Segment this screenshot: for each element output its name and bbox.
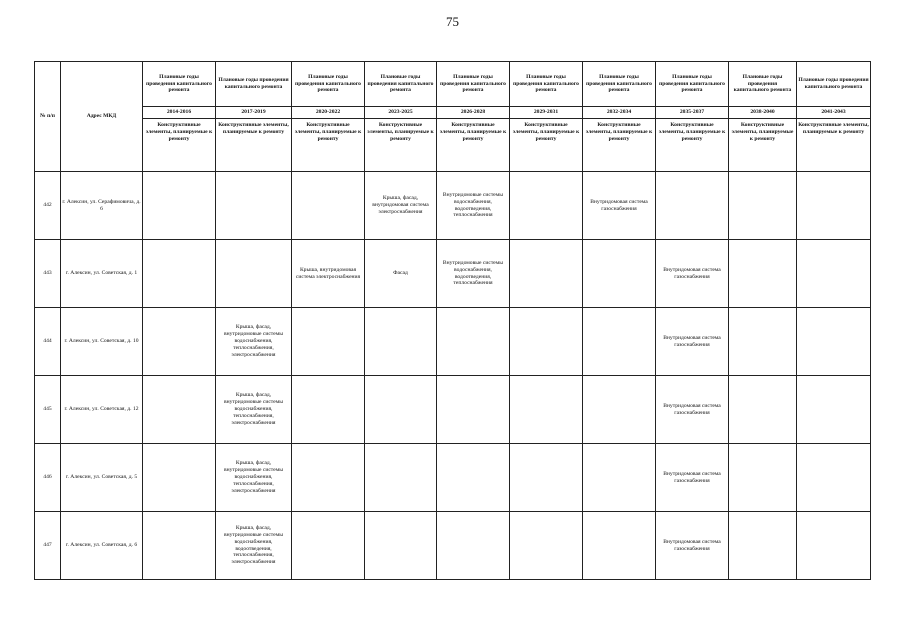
repair-elements-cell	[797, 172, 871, 240]
table-row	[35, 376, 871, 444]
repair-elements-cell	[729, 512, 797, 580]
header-period: Плановые годы проведения капитального ремонта	[510, 62, 583, 107]
repair-elements-cell: Внутридомовые системы водоснабжения, водоотведения, теплоснабжения	[437, 240, 510, 308]
repair-elements-cell: Крыша, фасад, внутридомовые системы водоснабжения, водоотведения, теплоснабжения, электроснабжения	[216, 512, 292, 580]
repair-elements-cell	[437, 376, 510, 444]
repair-elements-cell	[510, 376, 583, 444]
repair-elements-cell	[583, 512, 656, 580]
header-period: Плановые годы проведения капитального ремонта	[729, 62, 797, 107]
repair-elements-cell	[510, 308, 583, 376]
header-elements: Конструктивные элементы, планируемые к ремонту	[365, 119, 437, 172]
repair-elements-cell	[437, 444, 510, 512]
row-number: 446	[35, 444, 61, 512]
header-row-elements	[35, 119, 871, 172]
header-year-range: 2020-2022	[292, 107, 365, 119]
row-number: 442	[35, 172, 61, 240]
repair-elements-cell	[437, 308, 510, 376]
repair-elements-cell	[729, 240, 797, 308]
repair-elements-cell	[583, 240, 656, 308]
row-number: 445	[35, 376, 61, 444]
header-elements: Конструктивные элементы, планируемые к ремонту	[143, 119, 216, 172]
row-number: 443	[35, 240, 61, 308]
row-address: г. Алексин, ул. Советская, д. 6	[61, 512, 143, 580]
repair-elements-cell	[365, 444, 437, 512]
repair-elements-cell	[656, 172, 729, 240]
repair-elements-cell	[729, 444, 797, 512]
header-num: № п/п	[35, 62, 61, 172]
repair-elements-cell: Крыша, фасад, внутридомовая система электроснабжения	[365, 172, 437, 240]
repair-elements-cell	[510, 172, 583, 240]
header-year-range: 2038-2040	[729, 107, 797, 119]
header-year-range: 2035-2037	[656, 107, 729, 119]
repair-elements-cell	[292, 172, 365, 240]
repair-elements-cell	[292, 512, 365, 580]
repair-elements-cell	[292, 376, 365, 444]
page-number: 75	[446, 14, 459, 29]
repair-elements-cell	[216, 172, 292, 240]
header-elements: Конструктивные элементы, планируемые к ремонту	[292, 119, 365, 172]
repair-elements-cell: Внутридомовая система газоснабжения	[656, 444, 729, 512]
repair-elements-cell	[797, 240, 871, 308]
header-period: Плановые годы проведения капитального ремонта	[292, 62, 365, 107]
repair-elements-cell	[583, 444, 656, 512]
row-address: г. Алексин, ул. Советская, д. 12	[61, 376, 143, 444]
header-address: Адрес МКД	[61, 62, 143, 172]
repair-elements-cell	[510, 444, 583, 512]
repair-elements-cell	[729, 172, 797, 240]
repair-elements-cell: Внутридомовая система газоснабжения	[583, 172, 656, 240]
header-elements: Конструктивные элементы, планируемые к ремонту	[510, 119, 583, 172]
repair-elements-cell	[365, 376, 437, 444]
header-elements: Конструктивные элементы, планируемые к ремонту	[656, 119, 729, 172]
header-elements: Конструктивные элементы, планируемые к ремонту	[216, 119, 292, 172]
repair-elements-cell	[797, 376, 871, 444]
header-elements: Конструктивные элементы, планируемые к ремонту	[797, 119, 871, 172]
repair-elements-cell	[583, 308, 656, 376]
header-period: Плановые годы проведения капитального ремонта	[797, 62, 871, 107]
repair-elements-cell	[292, 444, 365, 512]
repair-elements-cell: Внутридомовая система газоснабжения	[656, 512, 729, 580]
header-period: Плановые годы проведения капитального ремонта	[437, 62, 510, 107]
repair-elements-cell: Крыша, фасад, внутридомовые системы водоснабжения, теплоснабжения, электроснабжения	[216, 308, 292, 376]
header-year-range: 2029-2031	[510, 107, 583, 119]
header-year-range: 2014-2016	[143, 107, 216, 119]
header-row-years	[35, 107, 871, 119]
repair-elements-cell	[292, 308, 365, 376]
header-year-range: 2023-2025	[365, 107, 437, 119]
repair-elements-cell	[143, 308, 216, 376]
repair-elements-cell: Внутридомовые системы водоснабжения, водоотведения, теплоснабжения	[437, 172, 510, 240]
repair-elements-cell: Внутридомовая система газоснабжения	[656, 308, 729, 376]
repair-elements-cell	[365, 308, 437, 376]
repair-elements-cell: Внутридомовая система газоснабжения	[656, 376, 729, 444]
table-row	[35, 240, 871, 308]
repair-elements-cell: Крыша, внутридомовая система электроснабжения	[292, 240, 365, 308]
header-year-range: 2017-2019	[216, 107, 292, 119]
repair-elements-cell	[437, 512, 510, 580]
repair-elements-cell	[583, 376, 656, 444]
repair-elements-cell	[143, 240, 216, 308]
repair-elements-cell	[797, 444, 871, 512]
header-period: Плановые годы проведения капитального ремонта	[583, 62, 656, 107]
repair-elements-cell: Крыша, фасад, внутридомовые системы водоснабжения, теплоснабжения, электроснабжения	[216, 376, 292, 444]
repair-elements-cell	[143, 172, 216, 240]
row-address: г. Алексин, ул. Советская, д. 10	[61, 308, 143, 376]
repair-elements-cell	[143, 376, 216, 444]
row-address: г. Алексин, ул. Серафимовича, д. 6	[61, 172, 143, 240]
header-elements: Конструктивные элементы, планируемые к ремонту	[437, 119, 510, 172]
repair-elements-cell	[729, 376, 797, 444]
repair-elements-cell	[510, 512, 583, 580]
header-period: Плановые годы проведения капитального ремонта	[216, 62, 292, 107]
table-row	[35, 444, 871, 512]
row-number: 444	[35, 308, 61, 376]
row-address: г. Алексин, ул. Советская, д. 5	[61, 444, 143, 512]
header-elements: Конструктивные элементы, планируемые к ремонту	[729, 119, 797, 172]
repair-elements-cell	[797, 512, 871, 580]
header-year-range: 2026-2028	[437, 107, 510, 119]
table-row	[35, 308, 871, 376]
repair-elements-cell: Крыша, фасад, внутридомовые системы водоснабжения, теплоснабжения, электроснабжения	[216, 444, 292, 512]
header-period: Плановые годы проведения капитального ремонта	[143, 62, 216, 107]
repair-elements-cell	[143, 444, 216, 512]
table-row	[35, 172, 871, 240]
repair-elements-cell	[216, 240, 292, 308]
header-period: Плановые годы проведения капитального ремонта	[656, 62, 729, 107]
header-row-periods	[35, 62, 871, 107]
repair-elements-cell	[729, 308, 797, 376]
row-address: г. Алексин, ул. Советская, д. 1	[61, 240, 143, 308]
repair-elements-cell	[510, 240, 583, 308]
repair-elements-cell	[797, 308, 871, 376]
repair-elements-cell	[365, 512, 437, 580]
table-row	[35, 512, 871, 580]
capital-repair-plan-table	[34, 61, 871, 580]
header-period: Плановые годы проведения капитального ремонта	[365, 62, 437, 107]
header-elements: Конструктивные элементы, планируемые к ремонту	[583, 119, 656, 172]
header-year-range: 2032-2034	[583, 107, 656, 119]
repair-elements-cell: Фасад	[365, 240, 437, 308]
row-number: 447	[35, 512, 61, 580]
repair-elements-cell	[143, 512, 216, 580]
repair-elements-cell: Внутридомовая система газоснабжения	[656, 240, 729, 308]
header-year-range: 2041-2043	[797, 107, 871, 119]
